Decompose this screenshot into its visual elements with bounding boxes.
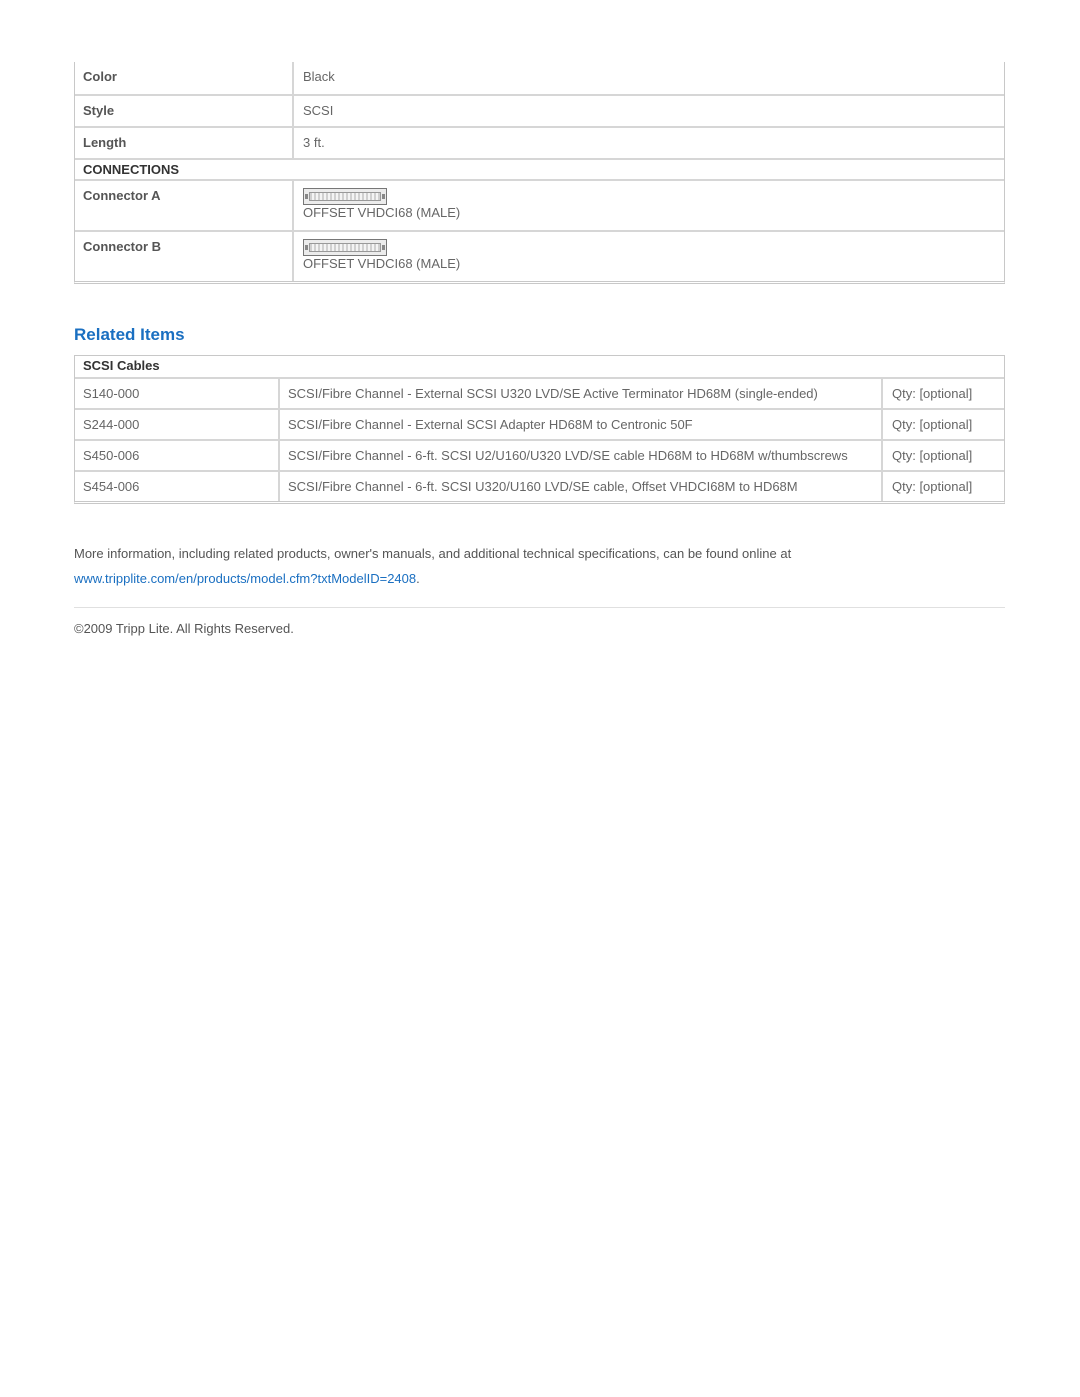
link-suffix: . xyxy=(416,571,420,586)
connector-label: OFFSET VHDCI68 (MALE) xyxy=(303,256,461,271)
related-qty[interactable]: Qty: [optional] xyxy=(892,386,973,401)
spec-row-color xyxy=(75,62,1004,94)
more-info-text: More information, including related products, owner's manuals, and additional technical specifications, can be found online at xyxy=(74,546,792,561)
spec-key: Color xyxy=(75,62,294,94)
table-row xyxy=(75,470,1004,501)
spec-table xyxy=(74,62,1005,284)
table-row xyxy=(75,377,1004,408)
spec-row-length xyxy=(75,126,1004,158)
related-sku: S450-006 xyxy=(75,441,280,470)
connector-label: OFFSET VHDCI68 (MALE) xyxy=(303,205,461,220)
spec-value xyxy=(294,232,1004,281)
more-info-link-line xyxy=(74,566,1005,591)
connector-icon xyxy=(303,188,387,205)
related-description: SCSI/Fibre Channel - External SCSI Adapter HD68M to Centronic 50F xyxy=(280,410,883,439)
more-info xyxy=(74,541,1005,591)
related-description: SCSI/Fibre Channel - 6-ft. SCSI U2/U160/U320 LVD/SE cable HD68M to HD68M w/thumbscrews xyxy=(280,441,883,470)
spec-value: Black xyxy=(303,69,335,84)
related-items-table xyxy=(74,355,1005,504)
related-sku: S244-000 xyxy=(75,410,280,439)
related-qty[interactable]: Qty: [optional] xyxy=(892,448,973,463)
spec-row-style xyxy=(75,94,1004,126)
related-sku: S454-006 xyxy=(75,472,280,501)
related-qty[interactable]: Qty: [optional] xyxy=(892,417,973,432)
table-row xyxy=(75,439,1004,470)
related-qty[interactable]: Qty: [optional] xyxy=(892,479,973,494)
spec-key: Length xyxy=(75,128,294,158)
spec-value xyxy=(294,181,1004,230)
section-label: CONNECTIONS xyxy=(83,162,180,177)
related-group-header: SCSI Cables xyxy=(83,358,160,373)
related-items-heading: Related Items xyxy=(74,325,185,344)
table-row xyxy=(75,408,1004,439)
footer-divider xyxy=(74,607,1005,608)
spec-row-connector-b xyxy=(75,230,1004,281)
copyright: ©2009 Tripp Lite. All Rights Reserved. xyxy=(74,621,294,636)
spec-key: Connector B xyxy=(75,232,294,281)
related-description: SCSI/Fibre Channel - 6-ft. SCSI U320/U160 LVD/SE cable, Offset VHDCI68M to HD68M xyxy=(280,472,883,501)
spec-value: 3 ft. xyxy=(303,135,325,150)
connector-icon xyxy=(303,239,387,256)
spec-table-wrapper xyxy=(74,62,1005,284)
spec-key: Connector A xyxy=(75,181,294,230)
spec-key: Style xyxy=(75,96,294,126)
related-description: SCSI/Fibre Channel - External SCSI U320 LVD/SE Active Terminator HD68M (single-ended) xyxy=(280,379,883,408)
spec-value: SCSI xyxy=(303,103,334,118)
spec-section-connections xyxy=(75,158,1004,179)
related-sku: S140-000 xyxy=(75,379,280,408)
spec-row-connector-a xyxy=(75,179,1004,230)
product-link[interactable]: www.tripplite.com/en/products/model.cfm?txtModelID=2408 xyxy=(74,571,417,586)
